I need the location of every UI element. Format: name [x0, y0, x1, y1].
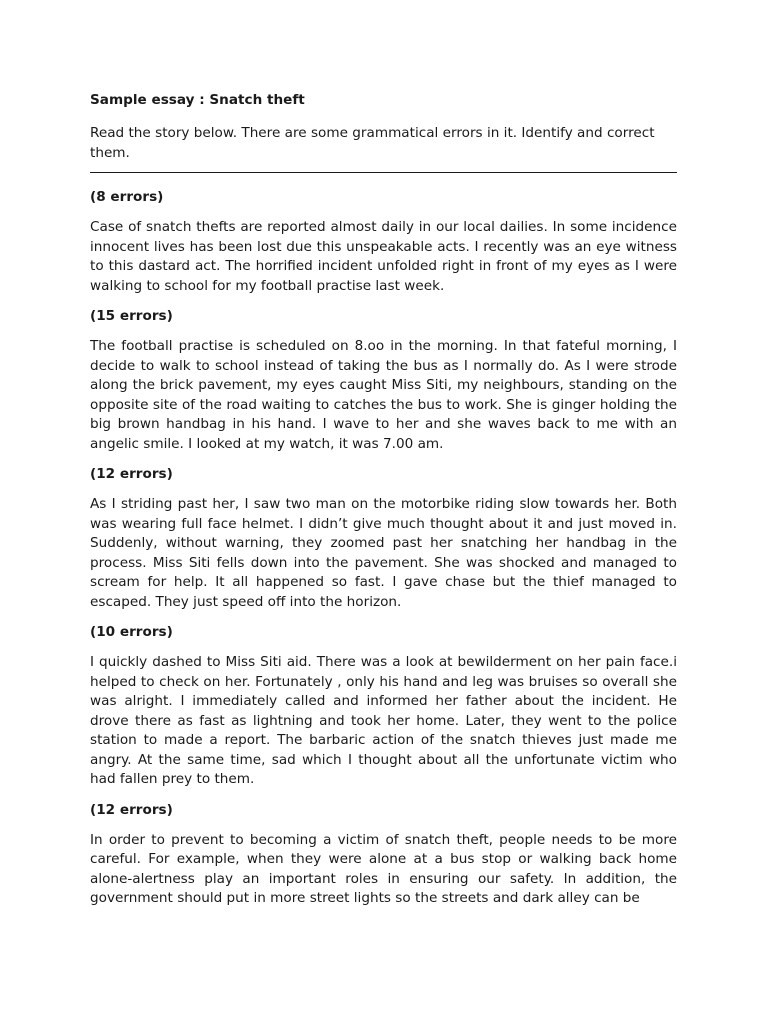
section-paragraph-3: As I striding past her, I saw two man on the motorbike riding slow towards her. Both was wearing full face helmet. I didn’t give much thought about it and just moved in. Suddenly, without warning, they zoomed past her snatching her handbag in the process. Miss Siti fells down into the pavement. She was shocked and managed to scream for help. It all happened so fast. I gave chase but the thief managed to escaped. They just speed off into the horizon. [90, 496, 677, 610]
section-heading-2: (15 errors) [90, 308, 173, 324]
section-paragraph-4: I quickly dashed to Miss Siti aid. There was a look at bewilderment on her pain face.i helped to check on her. Fortunately , only his hand and leg was bruises so overall she was alright. I immediately called and informed her father about the incident. He drove there as fast as lightning and took her home. Later, they went to the police station to made a report. The barbaric action of the snatch thieves just made me angry. At the same time, sad which I thought about all the unfortunate victim who had fallen prey to them. [90, 654, 677, 787]
instructions-text: Read the story below. There are some grammatical errors in it. Identify and correct them. [90, 125, 655, 161]
horizontal-rule [90, 172, 677, 173]
section-paragraph-1: Case of snatch thefts are reported almost daily in our local dailies. In some incidence innocent lives has been lost due this unspeakable acts. I recently was an eye witness to this dastard act. The horrified incident unfolded right in front of my eyes as I were walking to school for my football practise last week. [90, 219, 677, 294]
section-heading-1: (8 errors) [90, 189, 164, 205]
essay-title: Sample essay : Snatch theft [90, 92, 305, 108]
section-paragraph-2: The football practise is scheduled on 8.oo in the morning. In that fateful morning, I decide to walk to school instead of taking the bus as I normally do. As I were strode along the brick pavement, my eyes caught Miss Siti, my neighbours, standing on the opposite site of the road waiting to catches the bus to work. She is ginger holding the big brown handbag in his hand. I wave to her and she waves back to me with an angelic smile. I looked at my watch, it was 7.00 am. [90, 338, 677, 452]
section-heading-5: (12 errors) [90, 801, 173, 818]
essay-page [90, 88, 677, 919]
section-heading-4: (10 errors) [90, 624, 173, 640]
section-heading-3: (12 errors) [90, 466, 173, 482]
section-paragraph-5: In order to prevent to becoming a victim of snatch theft, people needs to be more careful. For example, when they were alone at a bus stop or walking back home alone-alertness play an important roles in ensuring our safety. In addition, the government should put in more street lights so the streets and dark alley can be [90, 831, 677, 906]
